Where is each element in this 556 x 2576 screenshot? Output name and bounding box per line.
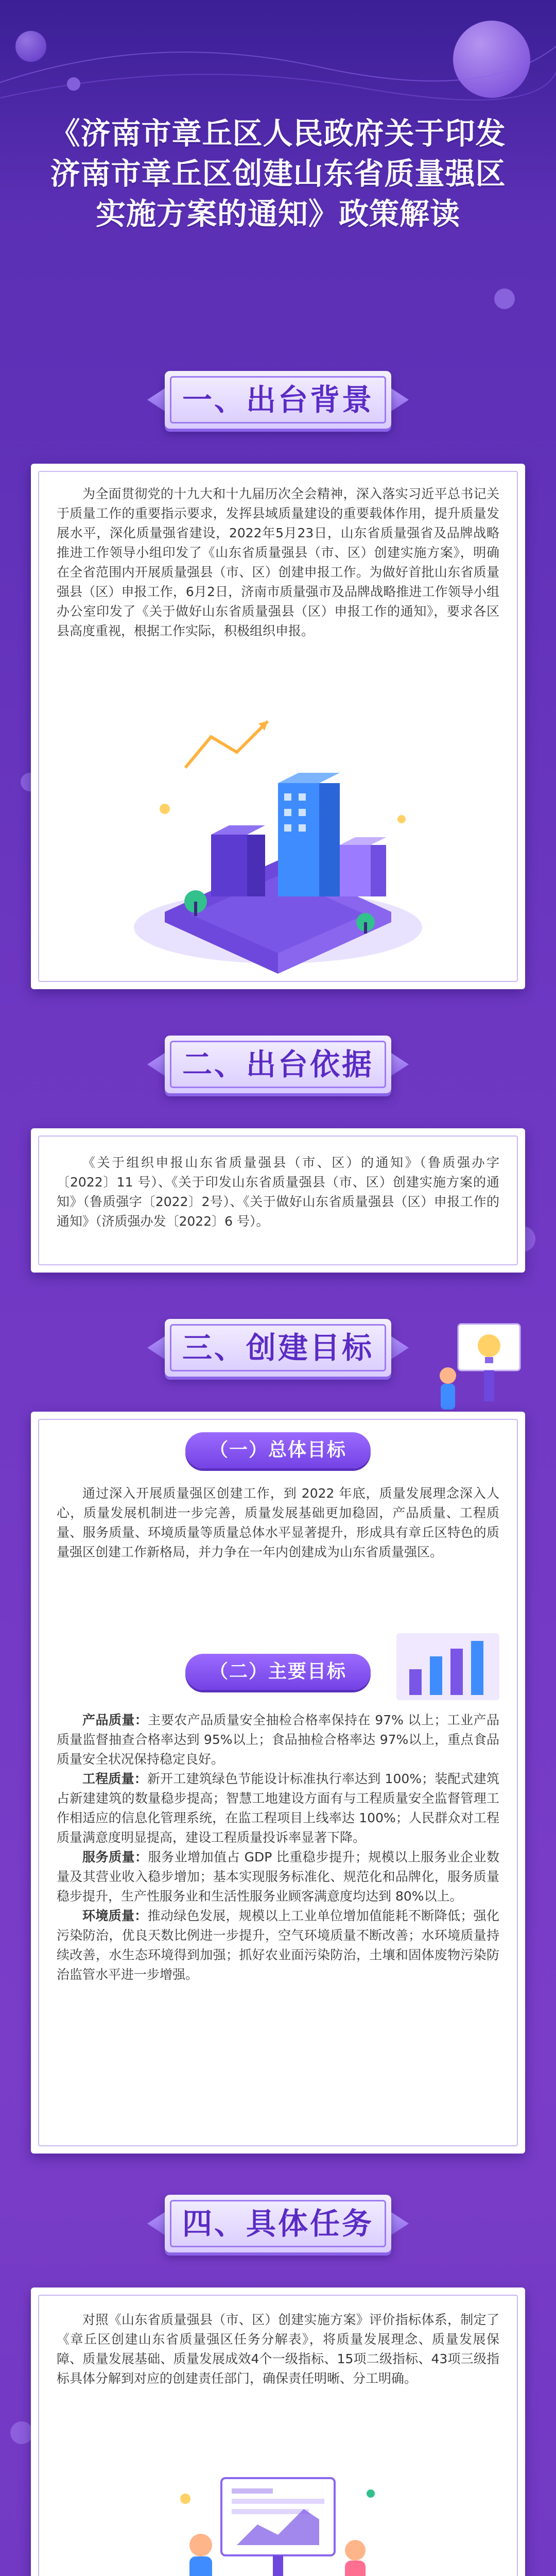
goal-label: 产品质量： (82, 1713, 148, 1727)
team-planning-illustration (165, 2458, 391, 2576)
section-2-title: 二、出台依据 (182, 1047, 374, 1082)
goal-product-quality (57, 1710, 499, 1769)
goal-service-quality (57, 1848, 499, 1906)
goal-text: 主要农产品质量安全抽检合格率保持在 97% 以上；工业产品质量监督抽查合格率达到 95%以上；食品抽检合格率达 97%以上，重点食品质量安全状况保持稳定良好。 (57, 1713, 499, 1767)
section-1-text: 为全面贯彻党的十九大和十九届历次全会精神，深入落实习近平总书记关于质量工作的重要指示要求，发挥县域质量建设的重要载体作用，提升质量发展水平，深化质量强省建设，2022年5月23日，山东省质量强省及品牌战略推进工作领导小组印发了《山东省质量强县（市、区）创建实施方案》，明确在全省范围内开展质量强县（市、区）创建申报工作。为做好首批山东省质量强县（区）申报工作，6月2日，济南市质量强市及品牌战略推进工作领导小组办公室印发了《关于做好山东省质量强县（区）申报工作的通知》，要求各区县高度重视，根据工作实际，积极组织申报。 (57, 486, 499, 638)
decor-bubble (10, 2421, 33, 2444)
goal-text: 新开工建筑绿色节能设计标准执行率达到 100%；装配式建筑占新建建筑的数量稳步提高；智慧工地建设方面有与工程质量安全监督管理工作相适应的信息化管理系统，在监工程项目上线率达 100%；人民群众对工程质量满意度明显提高，建设工程质量投诉率显著下降。 (57, 1771, 499, 1845)
decor-bubble (494, 289, 515, 309)
subheading-main-goals (185, 1654, 371, 1690)
subheading-overall-goal-label: （一）总体目标 (209, 1439, 346, 1461)
section-3-card (31, 1412, 525, 2154)
isometric-city-illustration (124, 706, 432, 974)
bar-chart-illustration (391, 1628, 505, 1705)
subheading-overall-goal (185, 1432, 371, 1468)
section-4-text: 对照《山东省质量强县（市、区）创建实施方案》评价指标体系，制定了《章丘区创建山东省质量强区任务分解表》，将质量发展理念、质量发展保障、质量发展基础、质量发展成效4个一级指标、15项二级指标、43项三级指标具体分解到对应的创建责任部门，确保责任明晰、分工明确。 (57, 2312, 499, 2386)
title-line-3: 实施方案的通知》政策解读 (95, 196, 460, 231)
subheading-main-goals-label: （二）主要目标 (209, 1661, 346, 1682)
section-2-banner (165, 1036, 391, 1093)
goal-text: 服务业增加值占 GDP 比重稳步提升；规模以上服务业企业数量及其营业收入稳步增加；基本实现服务标准化、规范化和品牌化，服务质量稳步提升，生产性服务业和生活性服务业顾客满意度均达到 80%以上。 (57, 1850, 499, 1904)
goal-label: 工程质量： (82, 1771, 147, 1786)
main-goals-list (57, 1710, 499, 1985)
section-2-card (31, 1128, 525, 1273)
section-4-title: 四、具体任务 (182, 2206, 374, 2241)
title-line-2: 济南市章丘区创建山东省质量强区 (50, 156, 506, 191)
section-1-banner (165, 371, 391, 429)
section-3-banner (165, 1319, 391, 1377)
overall-goal-text: 通过深入开展质量强区创建工作，到 2022 年底，质量发展理念深入人心，质量发展机制进一步完善，质量发展基础更加稳固，产品质量、工程质量、服务质量、环境质量等质量总体水平显著提升，形成具有章丘区特色的质量强区创建工作新格局，并力争在一年内创建成为山东省质量强区。 (57, 1486, 499, 1560)
goal-environment-quality (57, 1906, 499, 1985)
goal-text: 推动绿色发展，规模以上工业单位增加值能耗不断降低；强化污染防治，优良天数比例进一步提升，空气环境质量不断改善；水环境质量持续改善，水生态环境得到加强；抓好农业面污染防治，土壤和固体废物污染防治监管水平进一步增强。 (57, 1908, 499, 1982)
page-title (21, 113, 535, 234)
section-1-card (31, 464, 525, 989)
section-4-banner (165, 2195, 391, 2252)
section-2-text: 《关于组织申报山东省质量强县（市、区）的通知》（鲁质强办字〔2022〕11 号）、《关于印发山东省质量强县（市、区）创建实施方案的通知》（鲁质强字〔2022〕2号）、《关于做好山东省质量强县（区）申报工作的通知》（济质强办发〔2022〕6 号）。 (57, 1155, 499, 1229)
section-1-title: 一、出台背景 (182, 382, 374, 417)
section-4-card (31, 2287, 525, 2576)
section-3-title: 三、创建目标 (182, 1330, 374, 1365)
goal-label: 服务质量： (82, 1850, 148, 1865)
lightbulb-presentation-illustration (422, 1314, 525, 1417)
goal-label: 环境质量： (82, 1908, 148, 1923)
goal-engineering-quality (57, 1769, 499, 1848)
title-line-1: 《济南市章丘区人民政府关于印发 (50, 116, 506, 151)
decor-lines (0, 0, 556, 113)
